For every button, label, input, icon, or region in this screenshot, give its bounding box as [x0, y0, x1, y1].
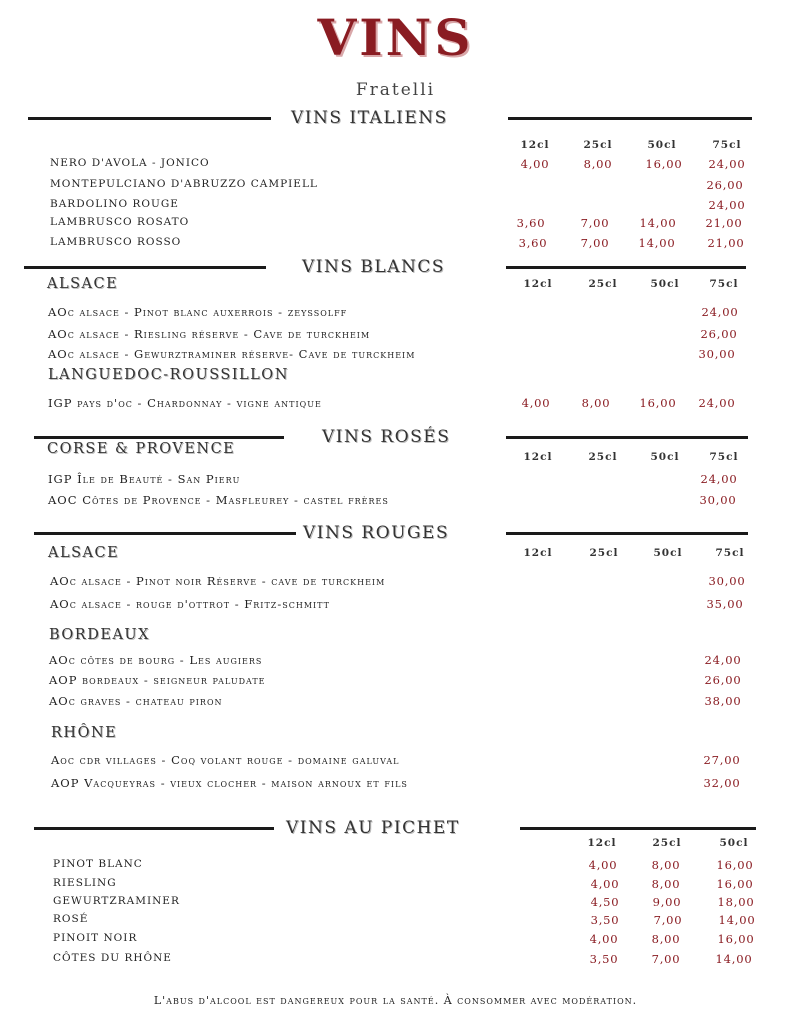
- price-12cl: 4,00: [520, 157, 550, 171]
- col-header: 12cl: [587, 837, 617, 849]
- col-header: 50cl: [653, 547, 683, 559]
- divider: [34, 436, 284, 439]
- wine-name: PINOIT NOIR: [53, 932, 138, 944]
- price-75cl: 26,00: [706, 178, 744, 192]
- col-header: 25cl: [589, 547, 619, 559]
- price-12cl: 4,00: [589, 932, 619, 946]
- price-75cl: 21,00: [705, 216, 743, 230]
- region-title: BORDEAUX: [49, 627, 150, 643]
- wine-name: AOc alsace - rouge d'ottrot - Fritz-schmitt: [50, 597, 330, 611]
- price-25cl: 8,00: [581, 396, 611, 410]
- region-title: ALSACE: [47, 276, 119, 292]
- wine-name: RIESLING: [53, 877, 117, 889]
- price-50cl: 14,00: [638, 236, 676, 250]
- price-50cl: 16,00: [645, 157, 683, 171]
- price-75cl: 24,00: [698, 396, 736, 410]
- divider: [34, 827, 274, 830]
- wine-name: IGP pays d'oc - Chardonnay - vigne antique: [48, 396, 322, 410]
- price-12cl: 4,00: [588, 858, 618, 872]
- col-header: 50cl: [650, 278, 680, 290]
- price-50cl: 14,00: [715, 952, 753, 966]
- price-50cl: 16,00: [716, 877, 754, 891]
- price-50cl: 14,00: [718, 913, 756, 927]
- price-50cl: 16,00: [717, 932, 755, 946]
- wine-name: AOc alsace - Pinot noir Réserve - cave de turckheim: [50, 574, 386, 588]
- wine-name: AOc alsace - Riesling réserve - Cave de turckheim: [48, 327, 371, 341]
- price-25cl: 8,00: [583, 157, 613, 171]
- wine-name: AOc côtes de bourg - Les augiers: [49, 653, 263, 667]
- price-50cl: 18,00: [717, 895, 755, 909]
- wine-name: PINOT BLANC: [53, 858, 143, 870]
- price-25cl: 7,00: [580, 216, 610, 230]
- price-12cl: 4,00: [521, 396, 551, 410]
- divider: [506, 532, 748, 535]
- price-50cl: 16,00: [639, 396, 677, 410]
- restaurant-name: Fratelli: [355, 80, 436, 100]
- col-header: 50cl: [719, 837, 749, 849]
- price-75cl: 30,00: [708, 574, 746, 588]
- price-25cl: 7,00: [651, 952, 681, 966]
- price-75cl: 24,00: [704, 653, 742, 667]
- page-title: VINS: [317, 8, 474, 67]
- price-12cl: 4,50: [590, 895, 620, 909]
- divider: [24, 266, 266, 269]
- divider: [506, 266, 746, 269]
- col-header: 12cl: [523, 278, 553, 290]
- price-12cl: 4,00: [590, 877, 620, 891]
- col-header: 75cl: [712, 139, 742, 151]
- price-75cl: 24,00: [700, 472, 738, 486]
- divider: [506, 436, 748, 439]
- price-75cl: 24,00: [701, 305, 739, 319]
- price-75cl: 27,00: [703, 753, 741, 767]
- wine-name: LAMBRUSCO ROSSO: [50, 236, 182, 248]
- price-25cl: 8,00: [651, 858, 681, 872]
- divider: [34, 532, 296, 535]
- wine-name: ROSÉ: [53, 913, 89, 925]
- col-header: 12cl: [523, 451, 553, 463]
- wine-name: CÔTES DU RHÔNE: [53, 952, 172, 964]
- wine-name: IGP Île de Beauté - San Pieru: [48, 472, 241, 486]
- price-12cl: 3,60: [516, 216, 546, 230]
- section-title-pichet: VINS AU PICHET: [286, 818, 460, 838]
- divider: [520, 827, 756, 830]
- section-title-roses: VINS ROSÉS: [322, 427, 451, 447]
- wine-name: AOc alsace - Gewurztraminer réserve- Cave de turckheim: [48, 347, 416, 361]
- wine-name: AOc alsace - Pinot blanc auxerrois - zeyssolff: [48, 305, 348, 319]
- price-75cl: 30,00: [699, 493, 737, 507]
- wine-name: NERO D'AVOLA - JONICO: [50, 157, 210, 169]
- wine-name: GEWURTZRAMINER: [53, 895, 180, 907]
- price-25cl: 8,00: [651, 932, 681, 946]
- region-title: CORSE & PROVENCE: [47, 441, 236, 457]
- col-header: 50cl: [650, 451, 680, 463]
- col-header: 25cl: [583, 139, 613, 151]
- col-header: 75cl: [715, 547, 745, 559]
- price-75cl: 26,00: [704, 673, 742, 687]
- wine-name: LAMBRUSCO ROSATO: [50, 216, 190, 228]
- col-header: 50cl: [647, 139, 677, 151]
- price-75cl: 24,00: [708, 198, 746, 212]
- col-header: 75cl: [709, 278, 739, 290]
- wine-name: MONTEPULCIANO D'ABRUZZO CAMPIELL: [50, 178, 318, 190]
- price-25cl: 7,00: [580, 236, 610, 250]
- price-12cl: 3,50: [589, 952, 619, 966]
- price-12cl: 3,60: [518, 236, 548, 250]
- section-title-italiens: VINS ITALIENS: [291, 108, 448, 128]
- wine-name: Aoc cdr villages - Coq volant rouge - domaine galuval: [51, 753, 400, 767]
- region-title: RHÔNE: [51, 725, 118, 741]
- price-50cl: 16,00: [716, 858, 754, 872]
- price-75cl: 32,00: [703, 776, 741, 790]
- section-title-blancs: VINS BLANCS: [302, 257, 446, 277]
- price-25cl: 8,00: [651, 877, 681, 891]
- price-75cl: 30,00: [698, 347, 736, 361]
- col-header: 75cl: [709, 451, 739, 463]
- price-75cl: 26,00: [700, 327, 738, 341]
- col-header: 12cl: [520, 139, 550, 151]
- price-75cl: 24,00: [708, 157, 746, 171]
- price-12cl: 3,50: [590, 913, 620, 927]
- wine-name: AOc graves - chateau piron: [49, 694, 223, 708]
- price-75cl: 21,00: [707, 236, 745, 250]
- divider: [508, 117, 752, 120]
- col-header: 25cl: [652, 837, 682, 849]
- price-75cl: 35,00: [706, 597, 744, 611]
- wine-name: AOP Vacqueyras - vieux clocher - maison arnoux et fils: [51, 776, 408, 790]
- col-header: 25cl: [588, 278, 618, 290]
- region-title: ALSACE: [48, 545, 120, 561]
- col-header: 25cl: [588, 451, 618, 463]
- price-50cl: 14,00: [639, 216, 677, 230]
- wine-name: BARDOLINO ROUGE: [50, 198, 179, 210]
- health-warning: L'abus d'alcool est dangereux pour la santé. À consommer avec modération.: [153, 994, 638, 1007]
- price-75cl: 38,00: [704, 694, 742, 708]
- wine-name: AOC Côtes de Provence - Masfleurey - castel frères: [48, 493, 389, 507]
- section-title-rouges: VINS ROUGES: [303, 523, 450, 543]
- divider: [28, 117, 271, 120]
- col-header: 12cl: [523, 547, 553, 559]
- price-25cl: 7,00: [653, 913, 683, 927]
- region-title: LANGUEDOC-ROUSSILLON: [48, 367, 289, 383]
- price-25cl: 9,00: [652, 895, 682, 909]
- wine-name: AOP bordeaux - seigneur paludate: [49, 673, 266, 687]
